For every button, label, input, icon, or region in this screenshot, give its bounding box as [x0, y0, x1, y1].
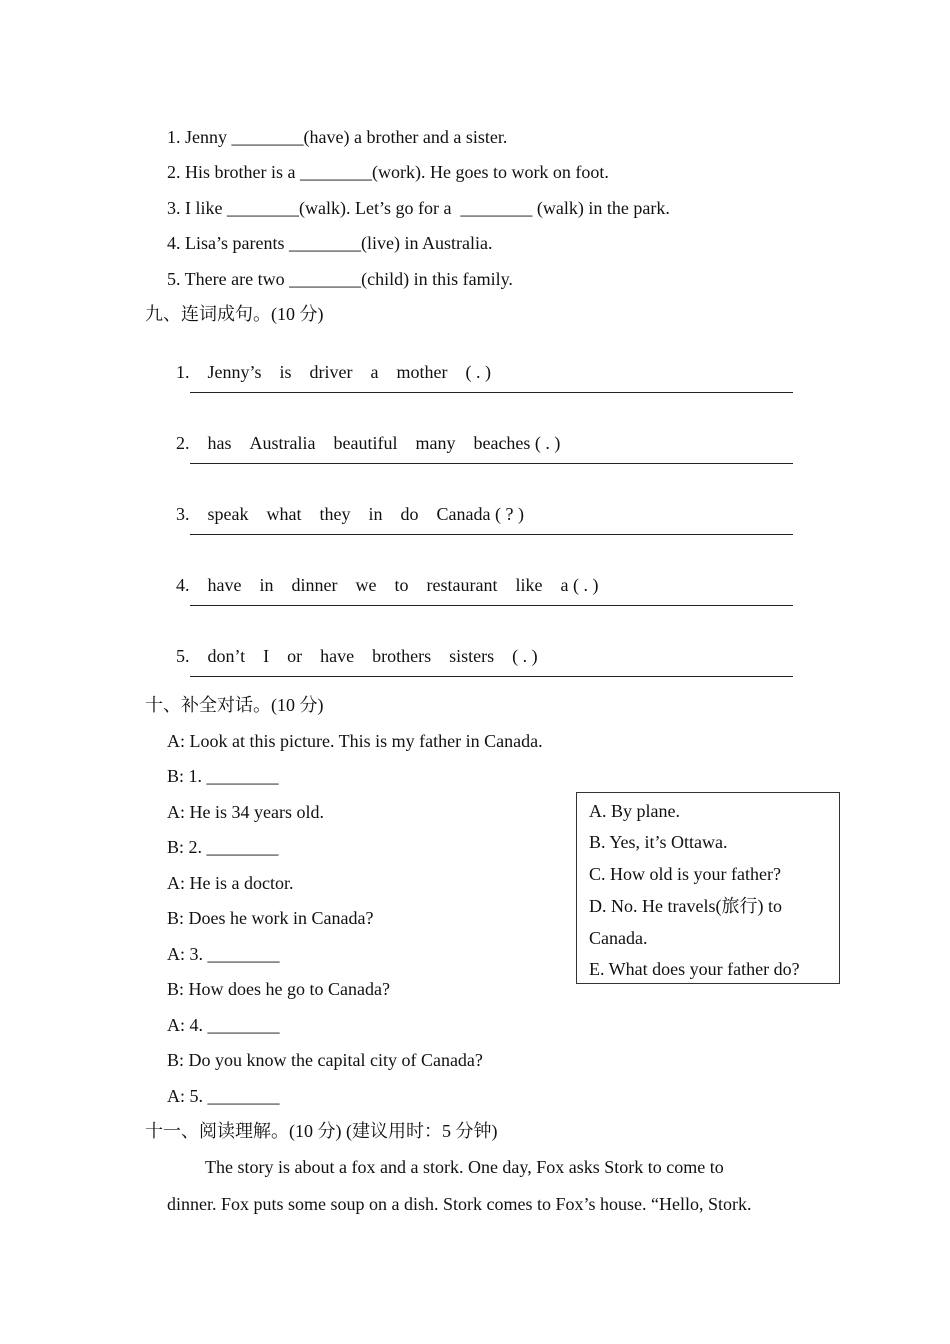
word: restaurant — [426, 575, 498, 595]
word: in — [259, 575, 274, 595]
word: many — [415, 433, 456, 453]
option-b: B. Yes, it’s Ottawa. — [589, 832, 728, 852]
word: driver — [309, 362, 353, 382]
dialogue-line: A: 5. ________ — [167, 1086, 280, 1106]
dialogue-line: B: 1. ________ — [167, 766, 279, 786]
dialogue-line: A: He is a doctor. — [167, 873, 294, 893]
word: we — [355, 575, 377, 595]
options-box — [576, 792, 840, 984]
fill-blank-item-5: 5. There are two ________(child) in this family. — [167, 269, 513, 289]
word: what — [266, 504, 302, 524]
option-d: D. No. He travels(旅行) to — [589, 896, 782, 916]
word: Jenny’s — [207, 362, 262, 382]
passage-line-1: The story is about a fox and a stork. One day, Fox asks Stork to come to — [205, 1157, 724, 1177]
fill-blank-item-1: 1. Jenny ________(have) a brother and a sister. — [167, 127, 508, 147]
dialogue-line: A: 4. ________ — [167, 1015, 280, 1035]
word: beautiful — [333, 433, 398, 453]
dialogue-line: B: Does he work in Canada? — [167, 908, 374, 928]
word: have — [320, 646, 355, 666]
dialogue-line: A: He is 34 years old. — [167, 802, 324, 822]
reorder-item-2 — [167, 410, 560, 454]
section10-heading: 十、补全对话。(10 分) — [145, 695, 324, 715]
dialogue-line: B: 2. ________ — [167, 837, 279, 857]
fill-blank-item-3: 3. I like ________(walk). Let’s go for a ________ (walk) in the park. — [167, 198, 670, 218]
answer-line-1[interactable] — [190, 392, 793, 393]
word: I — [263, 646, 270, 666]
word: a — [370, 362, 379, 382]
fill-blank-item-2: 2. His brother is a ________(work). He goes to work on foot. — [167, 162, 609, 182]
word: they — [319, 504, 351, 524]
word: is — [279, 362, 292, 382]
passage-line-2: dinner. Fox puts some soup on a dish. Stork comes to Fox’s house. “Hello, Stork. — [167, 1194, 752, 1214]
answer-line-4[interactable] — [190, 605, 793, 606]
reorder-item-1 — [167, 339, 491, 383]
answer-line-2[interactable] — [190, 463, 793, 464]
dialogue-line: B: How does he go to Canada? — [167, 979, 390, 999]
word: Australia — [249, 433, 316, 453]
option-e: E. What does your father do? — [589, 959, 800, 979]
word: like — [515, 575, 543, 595]
fill-blank-item-4: 4. Lisa’s parents ________(live) in Australia. — [167, 233, 493, 253]
section9-heading: 九、连词成句。(10 分) — [145, 304, 324, 324]
option-d-continued: Canada. — [589, 928, 648, 948]
section11-heading: 十一、阅读理解。(10 分) (建议用时：5 分钟) — [145, 1121, 498, 1141]
word: or — [287, 646, 303, 666]
item-number: 4. — [176, 575, 190, 595]
word: sisters — [449, 646, 495, 666]
word: in — [368, 504, 383, 524]
word: dinner — [291, 575, 338, 595]
word: ( . ) — [512, 646, 538, 666]
reorder-item-3 — [167, 481, 524, 525]
word: have — [207, 575, 242, 595]
word: don’t — [207, 646, 246, 666]
option-c: C. How old is your father? — [589, 864, 781, 884]
item-number: 1. — [176, 362, 190, 382]
item-number: 2. — [176, 433, 190, 453]
word: ( . ) — [465, 362, 491, 382]
word: do — [400, 504, 419, 524]
option-a: A. By plane. — [589, 801, 680, 821]
word: speak — [207, 504, 249, 524]
dialogue-line: A: 3. ________ — [167, 944, 280, 964]
word: a ( . ) — [560, 575, 599, 595]
word: beaches ( . ) — [473, 433, 561, 453]
dialogue-line: B: Do you know the capital city of Canada? — [167, 1050, 483, 1070]
answer-line-5[interactable] — [190, 676, 793, 677]
reorder-item-5 — [167, 623, 538, 667]
word: mother — [396, 362, 448, 382]
reorder-item-4 — [167, 552, 598, 596]
item-number: 5. — [176, 646, 190, 666]
word: brothers — [372, 646, 432, 666]
word: has — [207, 433, 232, 453]
word: to — [394, 575, 409, 595]
item-number: 3. — [176, 504, 190, 524]
answer-line-3[interactable] — [190, 534, 793, 535]
dialogue-line: A: Look at this picture. This is my father in Canada. — [167, 731, 543, 751]
word: Canada ( ? ) — [436, 504, 524, 524]
